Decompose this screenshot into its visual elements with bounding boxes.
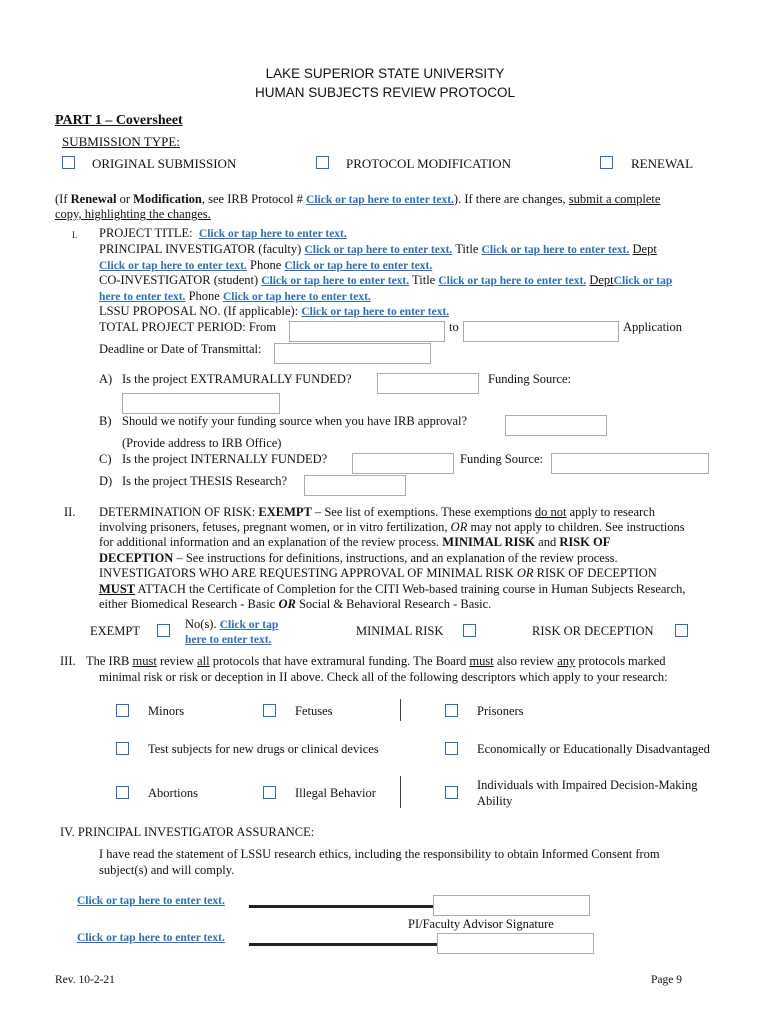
exempt-checkbox[interactable]: [157, 624, 170, 637]
section-3-number: III.: [60, 654, 76, 668]
deadline-input[interactable]: [274, 343, 431, 364]
signature-label: PI/Faculty Advisor Signature: [408, 917, 554, 931]
illegal-behavior-label: Illegal Behavior: [295, 786, 376, 800]
deception-label: RISK OR DECEPTION: [532, 624, 654, 638]
to-label: to: [449, 320, 459, 334]
divider-2: [400, 776, 401, 808]
fetuses-label: Fetuses: [295, 704, 333, 718]
original-submission-checkbox[interactable]: [62, 156, 75, 169]
co-dept-field-end[interactable]: here to enter text.: [99, 291, 186, 303]
qc-label: Is the project INTERNALLY FUNDED?: [122, 452, 328, 466]
co-name-field[interactable]: Click or tap here to enter text.: [261, 275, 410, 287]
prisoners-checkbox[interactable]: [445, 704, 458, 717]
renewal-note-line1: (If Renewal or Modification, see IRB Protocol # Click or tap here to enter text.). If there are changes, submit a complete: [55, 192, 661, 206]
period-from-input[interactable]: [289, 321, 445, 342]
advisor-signature-date-input[interactable]: [437, 933, 594, 954]
risk-line-4: DECEPTION – See instructions for definitions, instructions, and an explanation of the review process.: [99, 551, 618, 565]
impaired-checkbox[interactable]: [445, 786, 458, 799]
abortions-label: Abortions: [148, 786, 198, 800]
disadvantaged-checkbox[interactable]: [445, 742, 458, 755]
irb-review-line-1: The IRB must review all protocols that have extramural funding. The Board must also review any protocols marked: [86, 654, 666, 668]
exempt-nos-field[interactable]: Click or tap: [219, 619, 279, 631]
application-label: Application: [623, 320, 683, 334]
minimal-risk-label: MINIMAL RISK: [356, 624, 444, 638]
protocol-modification-checkbox[interactable]: [316, 156, 329, 169]
page-number: Page 9: [651, 974, 682, 986]
co-phone-field[interactable]: Click or tap here to enter text.: [222, 291, 371, 303]
risk-line-6: MUST ATTACH the Certificate of Completion for the CITI Web-based training course in Human Subjects Research,: [99, 582, 686, 596]
signature-line-2: [249, 943, 437, 946]
protocol-title: HUMAN SUBJECTS REVIEW PROTOCOL: [254, 85, 516, 100]
section-2-number: II.: [64, 505, 76, 519]
abortions-checkbox[interactable]: [116, 786, 129, 799]
co-dept-field-start[interactable]: Click or tap: [613, 275, 673, 287]
protocol-modification-label: PROTOCOL MODIFICATION: [346, 156, 512, 171]
original-submission-label: ORIGINAL SUBMISSION: [92, 156, 237, 171]
period-to-input[interactable]: [463, 321, 619, 342]
qb-number: B): [99, 414, 112, 428]
pi-signature-date-input[interactable]: [433, 895, 590, 916]
thesis-input[interactable]: [304, 475, 406, 496]
fetuses-checkbox[interactable]: [263, 704, 276, 717]
funding-source-input-a[interactable]: [122, 393, 280, 414]
minors-checkbox[interactable]: [116, 704, 129, 717]
pi-signature-name-field[interactable]: Click or tap here to enter text.: [77, 895, 225, 907]
qa-number: A): [99, 372, 113, 386]
proposal-no-field[interactable]: Click or tap here to enter text.: [301, 306, 450, 318]
divider-1: [400, 699, 401, 721]
risk-line-2: involving prisoners, fetuses, pregnant women, or in vitro fertilization, OR may not apply to children. See instructions: [99, 520, 685, 534]
qa-label: Is the project EXTRAMURALLY FUNDED?: [122, 372, 352, 386]
funding-source-label-a: Funding Source:: [488, 372, 571, 386]
co-title-field[interactable]: Click or tap here to enter text.: [438, 275, 587, 287]
test-subjects-checkbox[interactable]: [116, 742, 129, 755]
risk-line-7: either Biomedical Research - Basic OR Social & Behavioral Research - Basic.: [99, 597, 492, 611]
prisoners-label: Prisoners: [477, 704, 524, 718]
risk-line-3: for additional information and an explanation of the review process. MINIMAL RISK and RISK OF: [99, 535, 611, 549]
minors-label: Minors: [148, 704, 185, 718]
part-heading: PART 1 – Coversheet: [55, 113, 183, 128]
extramural-input[interactable]: [377, 373, 479, 394]
total-period-label: TOTAL PROJECT PERIOD: From: [99, 320, 276, 334]
renewal-note-line2: copy, highlighting the changes.: [55, 207, 211, 221]
qd-label: Is the project THESIS Research?: [122, 474, 287, 488]
funding-source-label-c: Funding Source:: [460, 452, 543, 466]
assurance-text-2: subject(s) and will comply.: [99, 863, 235, 877]
pi-title-field[interactable]: Click or tap here to enter text.: [481, 244, 630, 256]
exempt-nos-row-2: [185, 632, 271, 647]
signature-line-1: [249, 905, 433, 908]
exempt-nos-row: No(s). Click or tap: [185, 617, 279, 631]
notify-input[interactable]: [505, 415, 607, 436]
minimal-risk-checkbox[interactable]: [463, 624, 476, 637]
pi-phone-field[interactable]: Click or tap here to enter text.: [284, 260, 433, 272]
qb-label: Should we notify your funding source when you have IRB approval?: [122, 414, 468, 428]
qb-note: (Provide address to IRB Office): [122, 436, 282, 450]
internal-input[interactable]: [352, 453, 454, 474]
revision-label: Rev. 10-2-21: [55, 974, 115, 986]
deception-checkbox[interactable]: [675, 624, 688, 637]
exempt-label: EXEMPT: [90, 624, 140, 638]
risk-line-1: DETERMINATION OF RISK: EXEMPT – See list of exemptions. These exemptions do not apply to research: [99, 505, 655, 519]
section-1-number: I.: [72, 230, 78, 240]
renewal-label: RENEWAL: [631, 156, 694, 171]
renewal-checkbox[interactable]: [600, 156, 613, 169]
funding-source-input-c[interactable]: [551, 453, 709, 474]
pi-row: PRINCIPAL INVESTIGATOR (faculty) Click or tap here to enter text. Title Click or tap here to enter text. Dept: [99, 242, 657, 256]
irb-protocol-field[interactable]: Click or tap here to enter text.: [306, 194, 454, 206]
disadvantaged-label: Economically or Educationally Disadvantaged: [477, 742, 710, 756]
risk-line-5: INVESTIGATORS WHO ARE REQUESTING APPROVAL OF MINIMAL RISK OR RISK OF DECEPTION: [99, 566, 657, 580]
pi-name-field[interactable]: Click or tap here to enter text.: [304, 244, 453, 256]
co-investigator-row: CO-INVESTIGATOR (student) Click or tap here to enter text. Title Click or tap here to enter text. DeptClick or tap: [99, 273, 673, 287]
qd-number: D): [99, 474, 113, 488]
submission-type-label: SUBMISSION TYPE:: [62, 134, 180, 149]
assurance-heading: IV. PRINCIPAL INVESTIGATOR ASSURANCE:: [60, 825, 315, 839]
university-title: LAKE SUPERIOR STATE UNIVERSITY: [265, 66, 505, 81]
advisor-signature-name-field[interactable]: Click or tap here to enter text.: [77, 932, 225, 944]
co-investigator-row-2: here to enter text. Phone Click or tap here to enter text.: [99, 289, 371, 303]
proposal-row: LSSU PROPOSAL NO. (If applicable): Click or tap here to enter text.: [99, 304, 450, 318]
impaired-label-2: Ability: [477, 794, 513, 808]
test-subjects-label: Test subjects for new drugs or clinical devices: [148, 742, 379, 756]
irb-review-line-2: minimal risk or risk or deception in II above. Check all of the following descriptors which apply to your research:: [99, 670, 668, 684]
pi-row-2: Click or tap here to enter text. Phone Click or tap here to enter text.: [99, 258, 433, 272]
deadline-label: Deadline or Date of Transmittal:: [99, 342, 262, 356]
project-title-row: PROJECT TITLE: Click or tap here to enter text.: [99, 226, 347, 240]
project-title-field[interactable]: Click or tap here to enter text.: [198, 228, 347, 240]
pi-dept-field[interactable]: Click or tap here to enter text.: [99, 260, 247, 272]
qc-number: C): [99, 452, 112, 466]
illegal-behavior-checkbox[interactable]: [263, 786, 276, 799]
impaired-label-1: Individuals with Impaired Decision-Making: [477, 778, 698, 792]
exempt-nos-field-2[interactable]: here to enter text.: [185, 634, 272, 646]
assurance-text-1: I have read the statement of LSSU research ethics, including the responsibility to obtain Informed Consent from: [99, 847, 660, 861]
